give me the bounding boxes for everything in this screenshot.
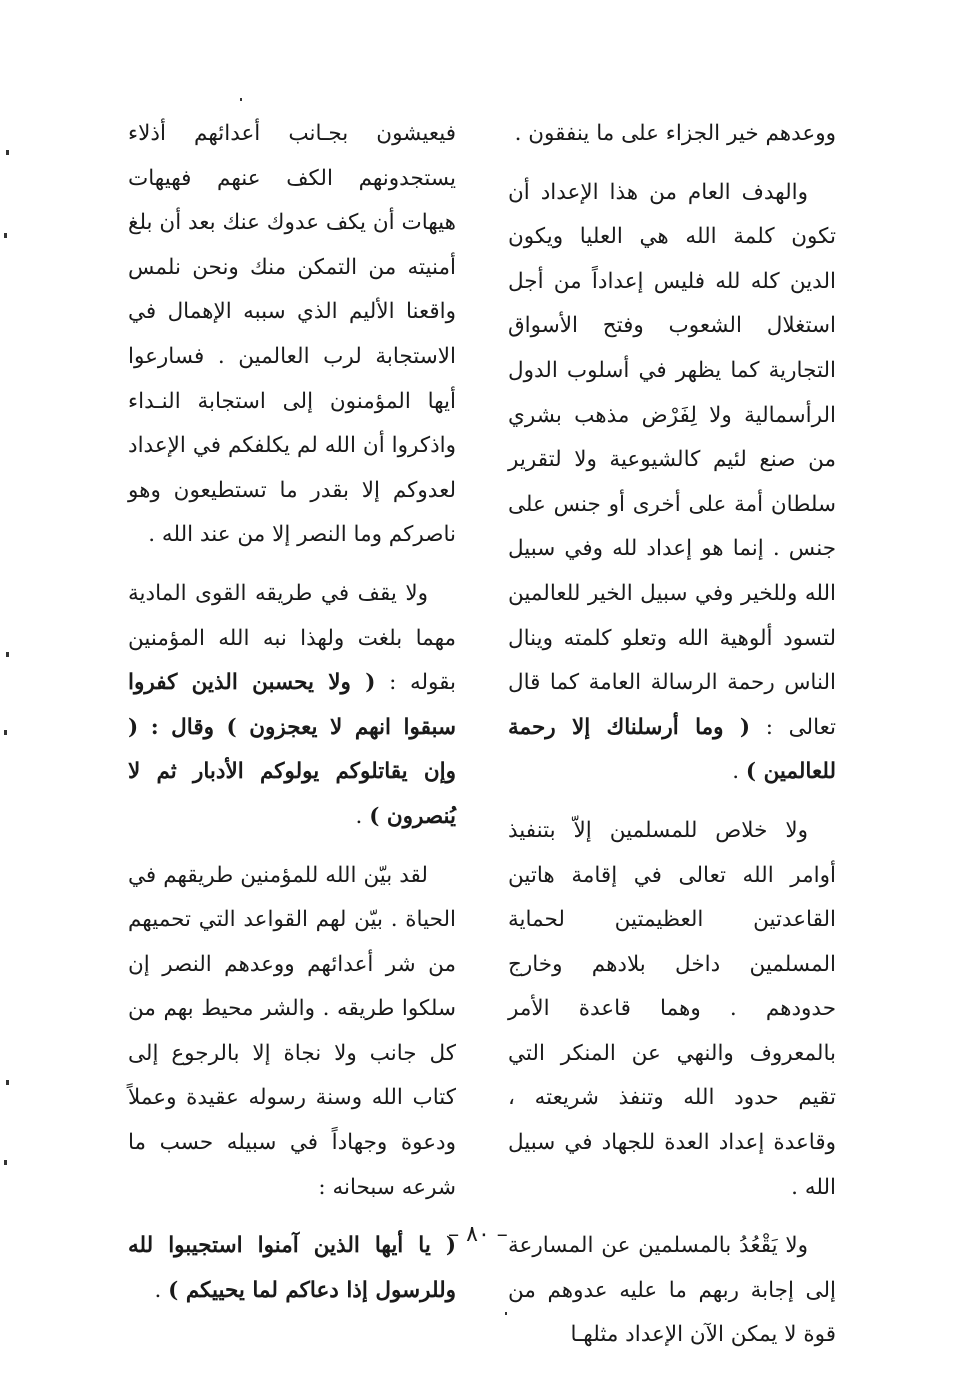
paragraph <box>128 572 456 840</box>
paragraph-text: وقال : <box>138 714 227 740</box>
paragraph: ولا يَقْعُدُ بالمسلمين عن المسارعة إلى إجابة ربهم ما عليه عدوهم من قوة لا يمكن الآن الإعداد مثلهـا <box>508 1233 836 1348</box>
right-column <box>508 112 836 1372</box>
scan-speck <box>4 1160 7 1165</box>
scan-speck <box>6 1080 9 1085</box>
quran-quote: ( وما أرسلناك إلا رحمة للعالمين ) <box>508 714 836 785</box>
scan-speck <box>505 1312 507 1315</box>
quran-quote: ( ولا يحسبن الذين كفروا سبقوا انهم لا يعجزون ) <box>128 670 456 740</box>
punctuation: . <box>355 803 370 829</box>
page-number: – ٨٠ – <box>448 1222 508 1247</box>
scan-speck <box>6 150 9 155</box>
punctuation: . <box>732 759 746 785</box>
left-column <box>128 112 456 1327</box>
scan-speck <box>4 233 7 238</box>
scan-speck <box>240 98 242 101</box>
paragraph: لقد بيّن الله للمؤمنين طريقهم في الحياة . بيّن لهم القواعد التي تحميهم من شر أعدائهم ووعدهم النصر إن سلكوا طريقه . والشر محيط بهم من كل جانب ولا نجاة إلا بالرجوع إلى كتاب الله وسنة رسوله عقيدة وعملاً ودعوة وجهاداً في سبيله حسب ما شرعه سبحانه : <box>128 862 456 1200</box>
paragraph: فيعيشون بجـانب أعدائهم أذلاء يستجدونهم الكف عنهم فهيهات هيهات أن يكف عدوك عنك بعد أن بلغ أمنيته من التمكن منك ونحن نلمس واقعنا الأليم الذي سببه الإهمال في الاستجابة لرب العالمين . فسارعوا أيها المؤمنون إلى استجابة النـداء واذكروا أن الله لم يكلفكم في الإعداد لعدوكم إلا بقدر ما تستطيعون وهو ناصركم وما النصر إلا من عند الله . <box>128 121 456 548</box>
paragraph-text: والهدف العام من هذا الإعداد أن تكون كلمة الله هي العليا ويكون الدين كله لله فليس إعداداً من أجل استغلال الشعوب وفتح الأسواق التجارية كما يظهر في أسلوب الدول الرأسمالية ولا لِفَرْض مذهب بشري من صنع لئيم كالشيوعية ولا لتقرير سلطان أمة على أخرى أو جنس على جنس . إنما هو إعداد لله وفي سبيل الله وللخير وفي سبيل الخير للعالمين لتسود ألوهية الله وتعلو كلمته وينال الناس رحمة الرسالة العامة كما قال تعالى : <box>508 179 836 740</box>
paragraph <box>508 171 836 795</box>
paragraph-text: ولا يقف في طريقه القوى المادية مهما بلغت ولهذا نبه الله المؤمنين بقوله : <box>128 580 456 696</box>
quran-quote: ( وإن يقاتلوكم يولوكم الأدبار ثم لا يُنصرون ) <box>128 714 456 829</box>
paragraph: ووعدهم خير الجزاء على ما ينفقون . <box>514 121 836 146</box>
scan-speck <box>4 730 7 735</box>
quran-quote: ( يا أيها الذين آمنوا استجيبوا لله وللرسول إذا دعاكم لما يحييكم ) <box>128 1233 456 1303</box>
scan-speck <box>6 652 9 657</box>
punctuation: . <box>154 1277 169 1303</box>
paragraph: ولا خلاص للمسلمين إلاّ بتنفيذ أوامر الله تعالى في إقامة هاتين القاعدتين العظيمتين لحماية المسلمين داخل بلادهم وخارج حدودهم . وهما قاعدة الأمر بالمعروف والنهي عن المنكر التي تقيم حدود الله وتنفذ شريعته ، وقاعدة إعداد العدة للجهاد في سبيل الله . <box>508 817 836 1200</box>
